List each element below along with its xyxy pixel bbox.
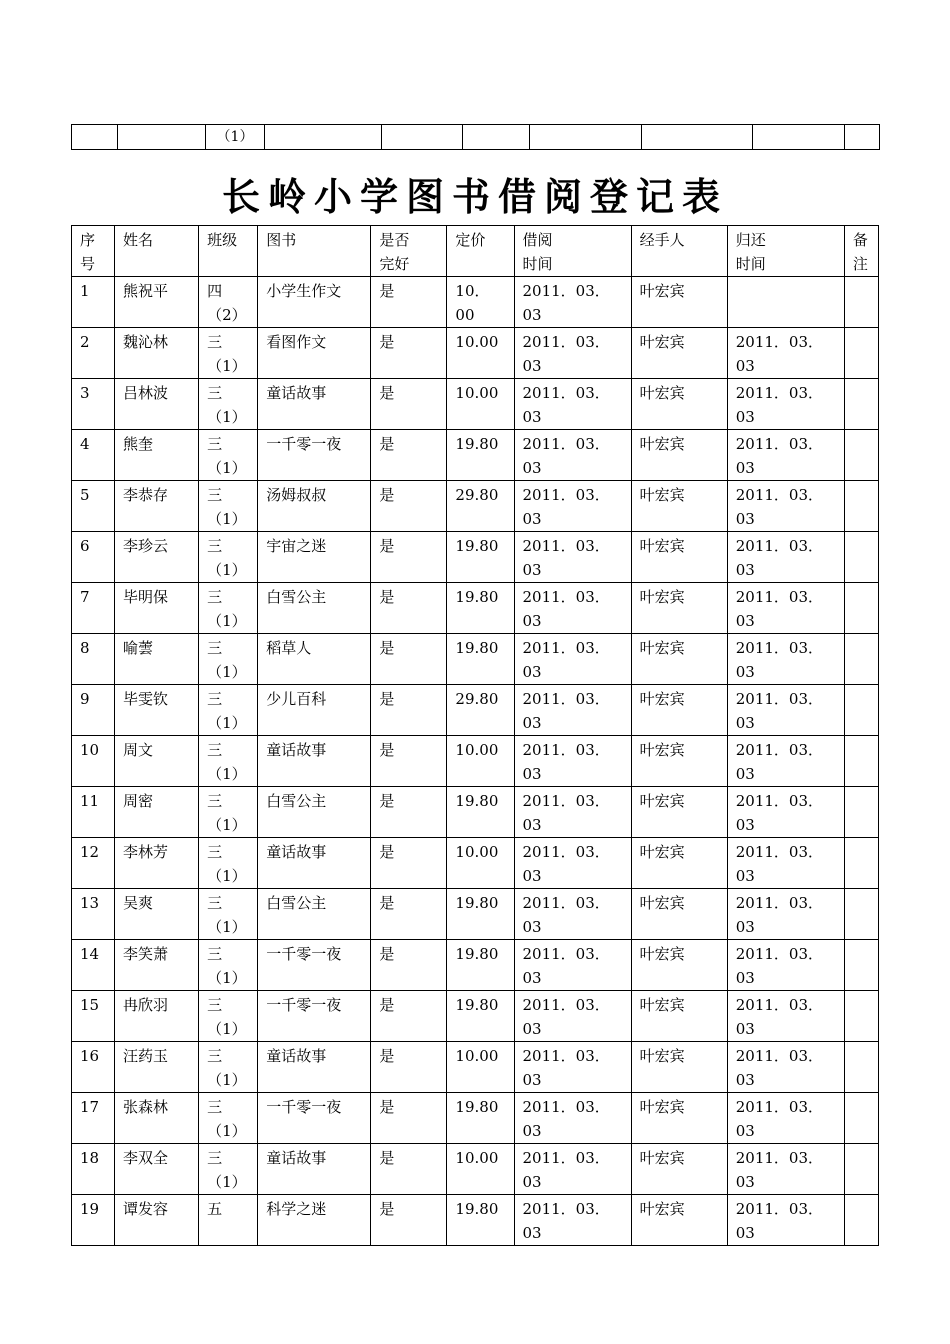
name-cell: 喻蕓 — [115, 634, 199, 685]
intact-cell: 是 — [371, 532, 447, 583]
book-cell: 童话故事 — [258, 838, 371, 889]
handler-cell: 叶宏宾 — [631, 991, 727, 1042]
name-cell: 吴爽 — [115, 889, 199, 940]
header-intact: 是否 完好 — [371, 226, 447, 277]
page-title: 长岭小学图书借阅登记表 — [221, 174, 728, 219]
note-cell — [844, 328, 878, 379]
class-grade: 三 — [207, 384, 223, 402]
book-cell: 一千零一夜 — [258, 430, 371, 481]
name-cell: 毕雯钦 — [115, 685, 199, 736]
book-cell: 一千零一夜 — [258, 1093, 371, 1144]
previous-page-table-fragment — [71, 124, 880, 150]
intact-cell: 是 — [371, 889, 447, 940]
class-grade: 三 — [207, 1098, 223, 1116]
note-cell — [844, 532, 878, 583]
borrow-time-cell: 2011．03．03 — [514, 277, 631, 328]
note-cell — [844, 1093, 878, 1144]
class-number: （1） — [207, 357, 247, 375]
name-cell: 李恭存 — [115, 481, 199, 532]
price-cell: 19.80 — [447, 1093, 514, 1144]
handler-cell: 叶宏宾 — [631, 328, 727, 379]
return-time-cell: 2011．03．03 — [727, 838, 844, 889]
borrow-time-cell: 2011．03．03 — [514, 991, 631, 1042]
borrow-time-cell: 2011．03．03 — [514, 532, 631, 583]
price-cell: 19.80 — [447, 532, 514, 583]
borrow-time-cell: 2011．03．03 — [514, 1093, 631, 1144]
class-number: （1） — [207, 714, 247, 732]
return-time-cell: 2011．03．03 — [727, 1195, 844, 1246]
seq-cell: 10 — [72, 736, 115, 787]
class-cell — [199, 940, 258, 991]
class-number: （1） — [207, 561, 247, 579]
borrow-time-cell: 2011．03．03 — [514, 430, 631, 481]
seq-cell: 13 — [72, 889, 115, 940]
intact-cell: 是 — [371, 787, 447, 838]
price-cell: 10.00 — [447, 1144, 514, 1195]
header-note: 备 注 — [844, 226, 878, 277]
table-row — [72, 328, 879, 379]
header-class: 班级 — [199, 226, 258, 277]
fragment-cell — [463, 125, 530, 150]
intact-cell: 是 — [371, 1195, 447, 1246]
book-cell: 看图作文 — [258, 328, 371, 379]
return-time-cell: 2011．03．03 — [727, 634, 844, 685]
intact-cell: 是 — [371, 583, 447, 634]
class-grade: 三 — [207, 486, 223, 504]
price-cell: 19.80 — [447, 787, 514, 838]
table-row — [72, 1042, 879, 1093]
intact-cell: 是 — [371, 328, 447, 379]
handler-cell: 叶宏宾 — [631, 940, 727, 991]
seq-cell: 19 — [72, 1195, 115, 1246]
table-row — [72, 940, 879, 991]
class-grade: 三 — [207, 945, 223, 963]
handler-cell: 叶宏宾 — [631, 838, 727, 889]
note-cell — [844, 1195, 878, 1246]
return-time-cell: 2011．03．03 — [727, 889, 844, 940]
price-cell: 29.80 — [447, 685, 514, 736]
price-cell: 19.80 — [447, 991, 514, 1042]
name-cell: 吕林波 — [115, 379, 199, 430]
seq-cell: 3 — [72, 379, 115, 430]
handler-cell: 叶宏宾 — [631, 1093, 727, 1144]
header-name: 姓名 — [115, 226, 199, 277]
header-book: 图书 — [258, 226, 371, 277]
class-number: （1） — [207, 1173, 247, 1191]
seq-cell: 7 — [72, 583, 115, 634]
table-row — [72, 379, 879, 430]
borrow-time-cell: 2011．03．03 — [514, 1144, 631, 1195]
name-cell: 李珍云 — [115, 532, 199, 583]
seq-cell: 12 — [72, 838, 115, 889]
class-grade: 三 — [207, 894, 223, 912]
intact-cell: 是 — [371, 430, 447, 481]
book-cell: 宇宙之迷 — [258, 532, 371, 583]
table-row — [72, 634, 879, 685]
return-time-cell — [727, 277, 844, 328]
name-cell: 毕明保 — [115, 583, 199, 634]
intact-cell: 是 — [371, 1042, 447, 1093]
class-number: （1） — [207, 1122, 247, 1140]
handler-cell: 叶宏宾 — [631, 481, 727, 532]
return-time-cell: 2011．03．03 — [727, 481, 844, 532]
header-borrow-time: 借阅 时间 — [514, 226, 631, 277]
price-cell: 19.80 — [447, 940, 514, 991]
handler-cell: 叶宏宾 — [631, 379, 727, 430]
table-row — [72, 685, 879, 736]
return-time-cell: 2011．03．03 — [727, 991, 844, 1042]
book-cell: 童话故事 — [258, 736, 371, 787]
note-cell — [844, 1144, 878, 1195]
book-cell: 童话故事 — [258, 379, 371, 430]
seq-cell: 18 — [72, 1144, 115, 1195]
return-time-cell: 2011．03．03 — [727, 379, 844, 430]
class-grade: 三 — [207, 996, 223, 1014]
handler-cell: 叶宏宾 — [631, 787, 727, 838]
name-cell: 熊祝平 — [115, 277, 199, 328]
table-row — [72, 736, 879, 787]
seq-cell: 2 — [72, 328, 115, 379]
class-cell — [199, 379, 258, 430]
seq-cell: 1 — [72, 277, 115, 328]
seq-cell: 17 — [72, 1093, 115, 1144]
handler-cell: 叶宏宾 — [631, 685, 727, 736]
return-time-cell: 2011．03．03 — [727, 787, 844, 838]
header-return-time: 归还 时间 — [727, 226, 844, 277]
class-number: （1） — [207, 918, 247, 936]
book-cell: 汤姆叔叔 — [258, 481, 371, 532]
seq-cell: 16 — [72, 1042, 115, 1093]
handler-cell: 叶宏宾 — [631, 532, 727, 583]
class-cell — [199, 787, 258, 838]
class-cell — [199, 532, 258, 583]
return-time-cell: 2011．03．03 — [727, 328, 844, 379]
class-grade: 三 — [207, 588, 223, 606]
price-cell: 10.00 — [447, 379, 514, 430]
note-cell — [844, 940, 878, 991]
table-row — [72, 889, 879, 940]
fragment-cell — [753, 125, 845, 150]
borrow-time-cell: 2011．03．03 — [514, 940, 631, 991]
borrow-time-cell: 2011．03．03 — [514, 481, 631, 532]
class-cell — [199, 889, 258, 940]
borrow-time-cell: 2011．03．03 — [514, 1042, 631, 1093]
seq-cell: 5 — [72, 481, 115, 532]
return-time-cell: 2011．03．03 — [727, 430, 844, 481]
class-cell — [199, 481, 258, 532]
borrow-time-cell: 2011．03．03 — [514, 328, 631, 379]
price-cell: 10.00 — [447, 838, 514, 889]
book-cell: 一千零一夜 — [258, 991, 371, 1042]
intact-cell: 是 — [371, 379, 447, 430]
class-number: （1） — [207, 1020, 247, 1038]
name-cell: 周文 — [115, 736, 199, 787]
class-grade: 三 — [207, 1149, 223, 1167]
class-grade: 三 — [207, 333, 223, 351]
class-number: （1） — [207, 408, 247, 426]
note-cell — [844, 277, 878, 328]
intact-cell: 是 — [371, 685, 447, 736]
name-cell: 熊奎 — [115, 430, 199, 481]
book-cell: 科学之迷 — [258, 1195, 371, 1246]
fragment-cell — [265, 125, 382, 150]
class-cell — [199, 1042, 258, 1093]
class-number: （1） — [207, 867, 247, 885]
table-row — [72, 1195, 879, 1246]
table-row — [72, 1144, 879, 1195]
class-grade: 三 — [207, 843, 223, 861]
seq-cell: 11 — [72, 787, 115, 838]
seq-cell: 4 — [72, 430, 115, 481]
return-time-cell: 2011．03．03 — [727, 736, 844, 787]
note-cell — [844, 889, 878, 940]
intact-cell: 是 — [371, 736, 447, 787]
class-grade: 三 — [207, 639, 223, 657]
class-number: （1） — [207, 510, 247, 528]
note-cell — [844, 430, 878, 481]
header-row — [72, 226, 879, 277]
book-cell: 白雪公主 — [258, 889, 371, 940]
name-cell: 李林芳 — [115, 838, 199, 889]
handler-cell: 叶宏宾 — [631, 1195, 727, 1246]
intact-cell: 是 — [371, 940, 447, 991]
name-cell: 张森林 — [115, 1093, 199, 1144]
seq-cell: 9 — [72, 685, 115, 736]
intact-cell: 是 — [371, 991, 447, 1042]
borrow-time-cell: 2011．03．03 — [514, 379, 631, 430]
class-grade: 三 — [207, 537, 223, 555]
table-row — [72, 481, 879, 532]
handler-cell: 叶宏宾 — [631, 634, 727, 685]
table-row — [72, 532, 879, 583]
price-cell: 10.00 — [447, 1042, 514, 1093]
name-cell: 魏沁林 — [115, 328, 199, 379]
note-cell — [844, 379, 878, 430]
handler-cell: 叶宏宾 — [631, 277, 727, 328]
class-cell — [199, 583, 258, 634]
borrow-time-cell: 2011．03．03 — [514, 1195, 631, 1246]
price-cell: 10.00 — [447, 328, 514, 379]
class-cell — [199, 1195, 258, 1246]
price-cell: 19.80 — [447, 889, 514, 940]
borrow-time-cell: 2011．03．03 — [514, 736, 631, 787]
header-seq: 序 号 — [72, 226, 115, 277]
handler-cell: 叶宏宾 — [631, 1042, 727, 1093]
handler-cell: 叶宏宾 — [631, 583, 727, 634]
return-time-cell: 2011．03．03 — [727, 532, 844, 583]
fragment-cell — [118, 125, 206, 150]
seq-cell: 15 — [72, 991, 115, 1042]
book-cell: 白雪公主 — [258, 583, 371, 634]
intact-cell: 是 — [371, 634, 447, 685]
return-time-cell: 2011．03．03 — [727, 1042, 844, 1093]
fragment-cell — [642, 125, 753, 150]
handler-cell: 叶宏宾 — [631, 889, 727, 940]
return-time-cell: 2011．03．03 — [727, 1144, 844, 1195]
table-row — [72, 583, 879, 634]
name-cell: 李双全 — [115, 1144, 199, 1195]
name-cell: 李笑萧 — [115, 940, 199, 991]
return-time-cell: 2011．03．03 — [727, 583, 844, 634]
price-cell: 19.80 — [447, 1195, 514, 1246]
class-cell — [199, 277, 258, 328]
table-row — [72, 277, 879, 328]
name-cell: 汪药玉 — [115, 1042, 199, 1093]
price-cell: 29.80 — [447, 481, 514, 532]
handler-cell: 叶宏宾 — [631, 1144, 727, 1195]
note-cell — [844, 736, 878, 787]
seq-cell: 8 — [72, 634, 115, 685]
class-number: （1） — [207, 969, 247, 987]
note-cell — [844, 481, 878, 532]
seq-cell: 6 — [72, 532, 115, 583]
borrow-time-cell: 2011．03．03 — [514, 889, 631, 940]
return-time-cell: 2011．03．03 — [727, 1093, 844, 1144]
class-number: （1） — [207, 765, 247, 783]
fragment-cell: （1） — [206, 125, 265, 150]
class-cell — [199, 685, 258, 736]
note-cell — [844, 634, 878, 685]
fragment-cell — [845, 125, 880, 150]
table-row — [72, 787, 879, 838]
note-cell — [844, 583, 878, 634]
fragment-cell — [382, 125, 463, 150]
return-time-cell: 2011．03．03 — [727, 940, 844, 991]
table-row — [72, 430, 879, 481]
book-cell: 稻草人 — [258, 634, 371, 685]
seq-cell: 14 — [72, 940, 115, 991]
class-number: （1） — [207, 816, 247, 834]
price-cell: 19.80 — [447, 430, 514, 481]
return-time-cell: 2011．03．03 — [727, 685, 844, 736]
borrow-time-cell: 2011．03．03 — [514, 787, 631, 838]
class-number: （1） — [207, 663, 247, 681]
class-grade: 三 — [207, 435, 223, 453]
borrow-time-cell: 2011．03．03 — [514, 685, 631, 736]
intact-cell: 是 — [371, 277, 447, 328]
class-cell — [199, 991, 258, 1042]
intact-cell: 是 — [371, 1144, 447, 1195]
price-cell: 10.00 — [447, 736, 514, 787]
book-cell: 少儿百科 — [258, 685, 371, 736]
price-cell: 19.80 — [447, 634, 514, 685]
header-handler: 经手人 — [631, 226, 727, 277]
book-cell: 童话故事 — [258, 1144, 371, 1195]
handler-cell: 叶宏宾 — [631, 736, 727, 787]
table-row — [72, 991, 879, 1042]
name-cell: 谭发容 — [115, 1195, 199, 1246]
fragment-row — [72, 125, 880, 150]
note-cell — [844, 991, 878, 1042]
book-cell: 童话故事 — [258, 1042, 371, 1093]
book-cell: 白雪公主 — [258, 787, 371, 838]
class-number: （1） — [207, 1071, 247, 1089]
fragment-cell — [72, 125, 118, 150]
intact-cell: 是 — [371, 481, 447, 532]
class-cell — [199, 1144, 258, 1195]
price-cell: 19.80 — [447, 583, 514, 634]
class-grade: 三 — [207, 741, 223, 759]
borrow-time-cell: 2011．03．03 — [514, 838, 631, 889]
class-cell — [199, 736, 258, 787]
intact-cell: 是 — [371, 838, 447, 889]
class-cell — [199, 838, 258, 889]
table-row — [72, 838, 879, 889]
class-number: （1） — [207, 459, 247, 477]
class-number: （1） — [207, 612, 247, 630]
borrow-time-cell: 2011．03．03 — [514, 583, 631, 634]
class-grade: 四 — [207, 282, 223, 300]
note-cell — [844, 787, 878, 838]
name-cell: 周密 — [115, 787, 199, 838]
class-grade: 五 — [207, 1200, 223, 1218]
class-number: （2） — [207, 306, 247, 324]
class-cell — [199, 634, 258, 685]
table-row — [72, 1093, 879, 1144]
handler-cell: 叶宏宾 — [631, 430, 727, 481]
note-cell — [844, 838, 878, 889]
book-cell: 一千零一夜 — [258, 940, 371, 991]
header-price: 定价 — [447, 226, 514, 277]
class-cell — [199, 430, 258, 481]
fragment-cell — [530, 125, 642, 150]
price-cell: 10．00 — [447, 277, 514, 328]
book-cell: 小学生作文 — [258, 277, 371, 328]
class-grade: 三 — [207, 1047, 223, 1065]
class-cell — [199, 1093, 258, 1144]
class-cell — [199, 328, 258, 379]
name-cell: 冉欣羽 — [115, 991, 199, 1042]
borrow-time-cell: 2011．03．03 — [514, 634, 631, 685]
note-cell — [844, 685, 878, 736]
class-grade: 三 — [207, 792, 223, 810]
class-grade: 三 — [207, 690, 223, 708]
borrow-register-table — [71, 225, 879, 1246]
intact-cell: 是 — [371, 1093, 447, 1144]
note-cell — [844, 1042, 878, 1093]
